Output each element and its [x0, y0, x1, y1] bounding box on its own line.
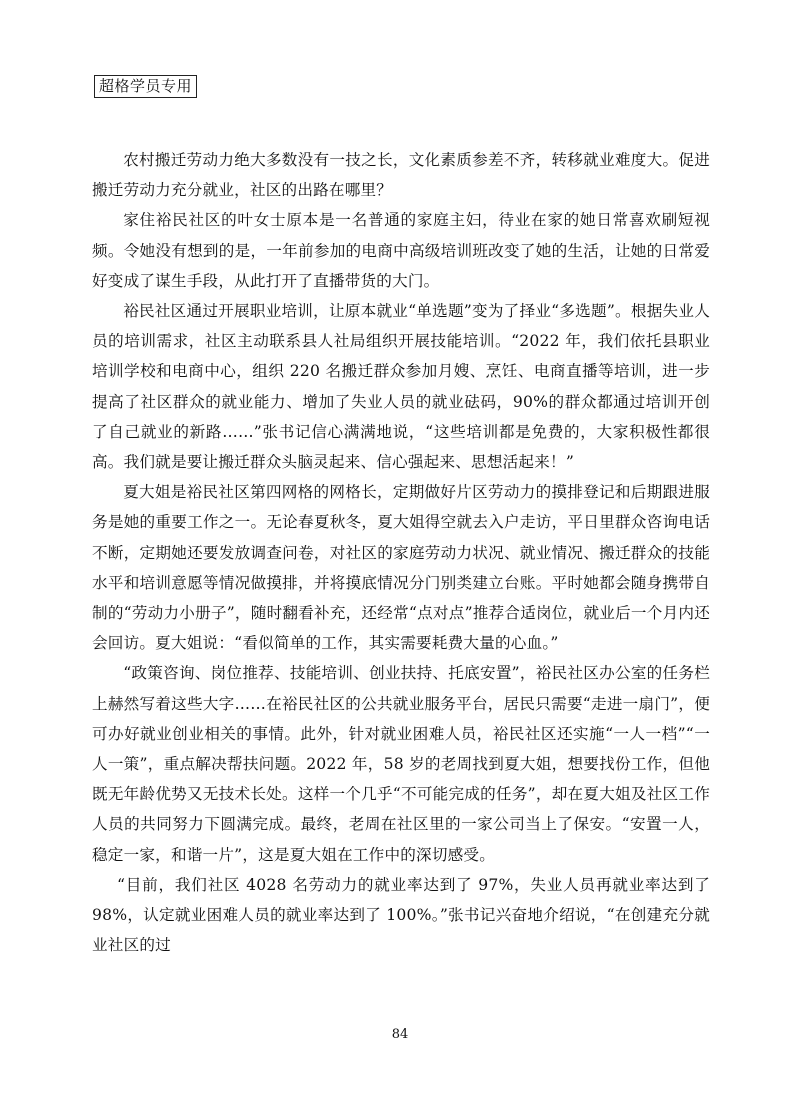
paragraph-6: “目前，我们社区 4028 名劳动力的就业率达到了 97%，失业人员再就业率达到了 98%，认定就业困难人员的就业率达到了 100%。”张书记兴奋地介绍说，“在创建充分就业社区的过: [92, 875, 710, 955]
page-number: 84: [391, 1027, 409, 1042]
paragraph-1: 农村搬迁劳动力绝大多数没有一技之长，文化素质参差不齐，转移就业难度大。促进搬迁劳动力充分就业，社区的出路在哪里？: [92, 151, 710, 200]
header-label: 超格学员专用: [99, 77, 193, 95]
paragraph-2: 家住裕民社区的叶女士原本是一名普通的家庭主妇，待业在家的她日常喜欢刷短视频。令她没有想到的是，一年前参加的电商中高级培训班改变了她的生活，让她的日常爱好变成了谋生手段，从此打开了直播带货的大门。: [92, 211, 710, 290]
paragraph-3: 裕民社区通过开展职业培训，让原本就业“单选题”变为了择业“多选题”。根据失业人员的培训需求，社区主动联系县人社局组织开展技能培训。“2022 年，我们依托县职业培训学校和电商中心，组织 220 名搬迁群众参加月嫂、烹饪、电商直播等培训，进一步提高了社区群众的就业能力、增加了失业人员的就业砝码，90%的群众都通过培训开创了自己就业的新路……”张书记信心满满地说，“这些培训都是免费的，大家积极性都很高。我们就是要让搬迁群众头脑灵起来、信心强起来、思想活起来！”: [92, 302, 710, 472]
paragraph-4: 夏大姐是裕民社区第四网格的网格长，定期做好片区劳动力的摸排登记和后期跟进服务是她的重要工作之一。无论春夏秋冬，夏大姐得空就去入户走访，平日里群众咨询电话不断，定期她还要发放调查问卷，对社区的家庭劳动力状况、就业情况、搬迁群众的技能水平和培训意愿等情况做摸排，并将摸底情况分门别类建立台账。平时她都会随身携带自制的“劳动力小册子”，随时翻看补充，还经常“点对点”推荐合适岗位，就业后一个月内还会回访。夏大姐说：“看似简单的工作，其实需要耗费大量的心血。”: [92, 483, 710, 653]
article-body: [92, 145, 710, 960]
paragraph-5: “政策咨询、岗位推荐、技能培训、创业扶持、托底安置”，裕民社区办公室的任务栏上赫然写着这些大字……在裕民社区的公共就业服务平台，居民只需要“走进一扇门”，便可办好就业创业相关的事情。此外，针对就业困难人员，裕民社区还实施“一人一档”“一人一策”，重点解决帮扶问题。2022 年，58 岁的老周找到夏大姐，想要找份工作，但他既无年龄优势又无技术长处。这样一个几乎“不可能完成的任务”，却在夏大姐及社区工作人员的共同努力下圆满完成。最终，老周在社区里的一家公司当上了保安。“安置一人，稳定一家，和谐一片”，这是夏大姐在工作中的深切感受。: [92, 664, 710, 864]
header-label-box: [94, 75, 197, 98]
